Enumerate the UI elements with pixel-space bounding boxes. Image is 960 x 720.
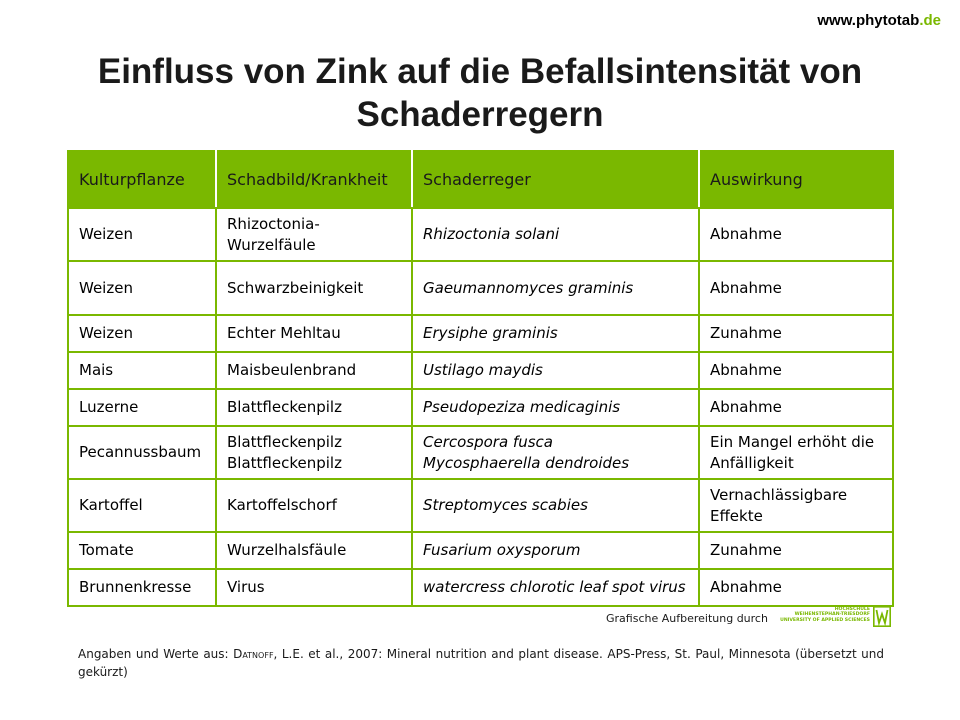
table-row: [68, 569, 893, 606]
cell-effect: Abnahme: [699, 261, 893, 315]
cell-symptom: Echter Mehltau: [216, 315, 412, 352]
table-row: [68, 426, 893, 479]
site-url-prefix: www.: [817, 12, 856, 29]
cell-effect: Abnahme: [699, 208, 893, 261]
cell-line: Cercospora fusca: [423, 432, 553, 451]
cell-plant: Mais: [68, 352, 216, 389]
cell-pathogen: Gaeumannomyces graminis: [412, 261, 699, 315]
header-schadbild: Schadbild/Krankheit: [216, 151, 412, 208]
cell-symptom: Kartoffelschorf: [216, 479, 412, 532]
site-url-domain: phytotab: [855, 12, 920, 29]
cell-pathogen: Erysiphe graminis: [412, 315, 699, 352]
cell-pathogen: watercress chlorotic leaf spot virus: [412, 569, 699, 606]
site-url-suffix: .de: [919, 12, 941, 29]
table-row: [68, 479, 893, 532]
cell-plant: Tomate: [68, 532, 216, 569]
cell-line: Rhizoctonia-: [227, 214, 320, 233]
cell-line: Ein Mangel erhöht die: [710, 432, 875, 451]
cell-symptom: [216, 426, 412, 479]
cell-plant: Weizen: [68, 315, 216, 352]
cell-line: Effekte: [710, 506, 763, 525]
cell-effect: Abnahme: [699, 389, 893, 426]
header-schaderreger: Schaderreger: [412, 151, 699, 208]
cell-pathogen: Pseudopeziza medicaginis: [412, 389, 699, 426]
logo-text: [778, 607, 870, 623]
cell-line: Vernachlässigbare: [710, 485, 848, 504]
logo-line: UNIVERSITY OF APPLIED SCIENCES: [780, 617, 870, 623]
cell-plant: Weizen: [68, 261, 216, 315]
credit-text: Grafische Aufbereitung durch: [606, 612, 768, 625]
cell-symptom: Schwarzbeinigkeit: [216, 261, 412, 315]
cell-symptom: [216, 208, 412, 261]
cell-line: Mycosphaerella dendroides: [423, 453, 630, 472]
page-title: Einfluss von Zink auf die Befallsintensität von Schaderregern: [97, 52, 863, 134]
table-row: [68, 261, 893, 315]
cell-pathogen: Ustilago maydis: [412, 352, 699, 389]
logo-line: WEIHENSTEPHAN-TRIESDORF: [794, 612, 870, 618]
cell-line: Anfälligkeit: [710, 453, 794, 472]
zinc-table: [67, 150, 894, 607]
cell-pathogen: Streptomyces scabies: [412, 479, 699, 532]
cell-plant: Weizen: [68, 208, 216, 261]
cell-effect: Abnahme: [699, 352, 893, 389]
source-prefix: Angaben und Werte aus:: [78, 647, 234, 661]
cell-plant: Kartoffel: [68, 479, 216, 532]
table-row: [68, 315, 893, 352]
cell-effect: [699, 479, 893, 532]
cell-symptom: Blattfleckenpilz: [216, 389, 412, 426]
cell-pathogen: Rhizoctonia solani: [412, 208, 699, 261]
table-row: [68, 389, 893, 426]
site-url[interactable]: [817, 12, 941, 29]
cell-symptom: Wurzelhalsfäule: [216, 532, 412, 569]
cell-plant: Brunnenkresse: [68, 569, 216, 606]
cell-line: Blattfleckenpilz: [227, 432, 342, 451]
table-row: [68, 532, 893, 569]
cell-line: Wurzelfäule: [227, 235, 316, 254]
cell-plant: Pecannussbaum: [68, 426, 216, 479]
source-author: Datnoff: [233, 647, 274, 661]
cell-effect: [699, 426, 893, 479]
header-auswirkung: Auswirkung: [699, 151, 893, 208]
cell-effect: Zunahme: [699, 532, 893, 569]
table-row: [68, 208, 893, 261]
logo-line: HOCHSCHULE: [834, 607, 870, 612]
table-row: [68, 352, 893, 389]
table-header-row: [68, 151, 893, 208]
cell-effect: Zunahme: [699, 315, 893, 352]
cell-plant: Luzerne: [68, 389, 216, 426]
source-rest: , L.E. et al., 2007: Mineral nutrition and plant disease. APS-Press, St. Paul, Minnesota (übersetzt und gekürzt): [78, 647, 884, 679]
cell-symptom: Maisbeulenbrand: [216, 352, 412, 389]
source-note: [78, 645, 884, 681]
cell-pathogen: Fusarium oxysporum: [412, 532, 699, 569]
hswt-logo: [778, 606, 892, 628]
cell-symptom: Virus: [216, 569, 412, 606]
cell-line: Blattfleckenpilz: [227, 453, 342, 472]
header-kulturpflanze: Kulturpflanze: [68, 151, 216, 208]
hswt-logo-mark-icon: [873, 606, 891, 627]
cell-pathogen: [412, 426, 699, 479]
cell-effect: Abnahme: [699, 569, 893, 606]
